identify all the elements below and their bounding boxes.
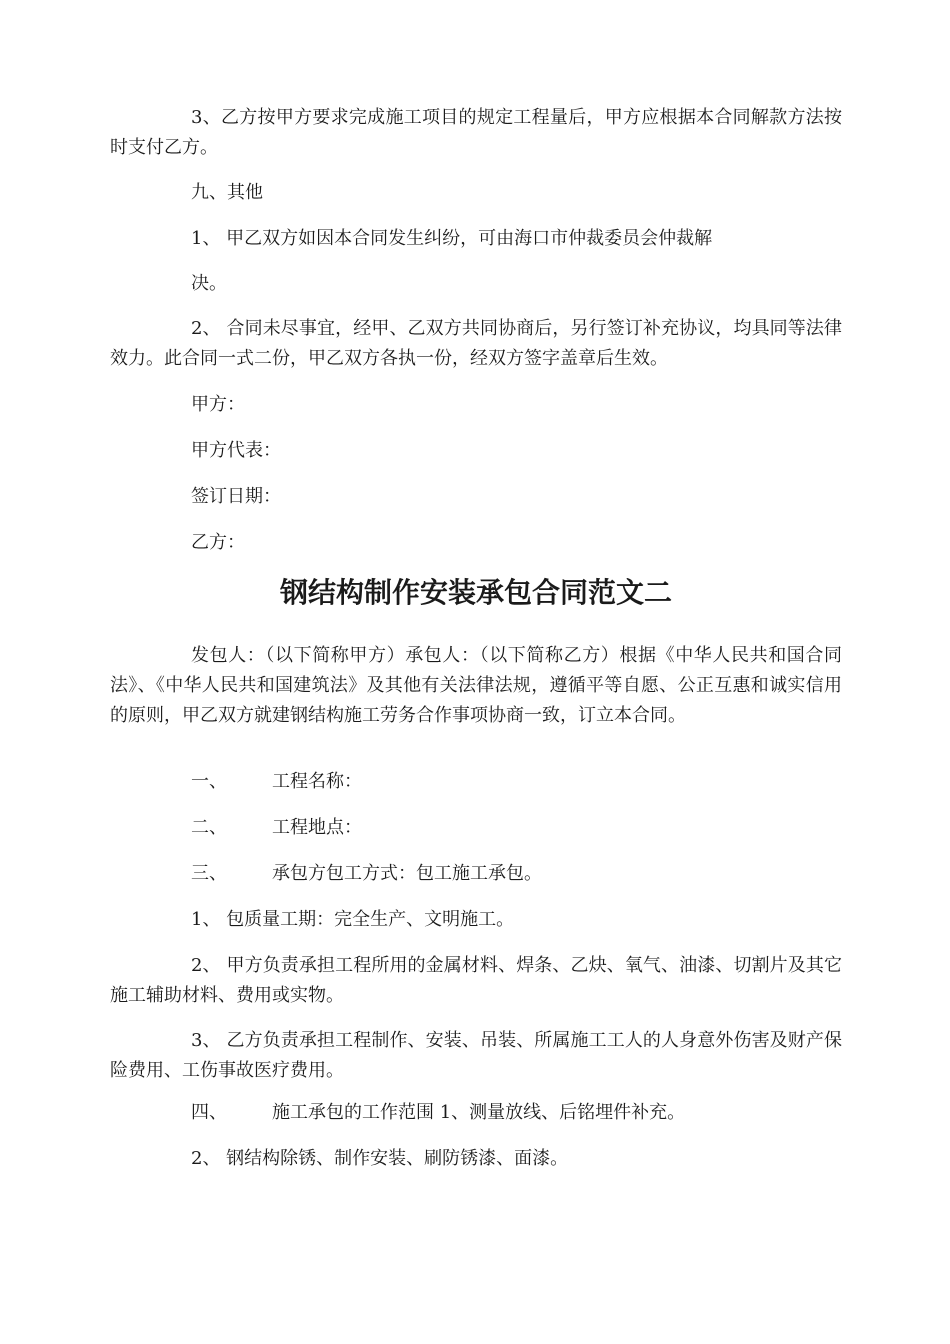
clause-text: 工程地点： xyxy=(272,817,362,838)
paragraph-supplement: 2、 合同未尽事宜，经甲、乙双方共同协商后，另行签订补充协议，均具同等法律效力。此合同一式二份，甲乙双方各执一份，经双方签字盖章后生效。 xyxy=(110,318,842,369)
clause-project-name xyxy=(191,767,362,797)
clause-number: 二、 xyxy=(191,817,227,838)
paragraph-party-a-materials: 2、 甲方负责承担工程所用的金属材料、焊条、乙炔、氧气、油漆、切割片及其它施工辅助材料、费用或实物。 xyxy=(110,955,842,1006)
clause-number: 三、 xyxy=(191,863,227,884)
label-party-a-rep: 甲方代表： xyxy=(191,440,281,461)
label-party-b: 乙方： xyxy=(191,532,245,553)
paragraph-rust-removal: 2、 钢结构除锈、制作安装、刷防锈漆、面漆。 xyxy=(191,1148,569,1169)
paragraph-payment: 3、乙方按甲方要求完成施工项目的规定工程量后，甲方应根据本合同解款方法按时支付乙方。 xyxy=(110,107,842,158)
document-title: 钢结构制作安装承包合同范文二 xyxy=(279,576,672,609)
paragraph-dispute: 1、 甲乙双方如因本合同发生纠纷，可由海口市仲裁委员会仲裁解 xyxy=(191,228,713,249)
label-party-a: 甲方： xyxy=(191,394,245,415)
clause-text: 承包方包工方式：包工施工承包。 xyxy=(272,863,542,884)
paragraph-quality: 1、 包质量工期：完全生产、文明施工。 xyxy=(191,909,515,930)
paragraph-intro: 发包人：（以下简称甲方）承包人：（以下简称乙方）根据《中华人民共和国合同法》、《中华人民共和国建筑法》及其他有关法律法规，遵循平等自愿、公正互惠和诚实信用的原则，甲乙双方就建钢结构施工劳务合作事项协商一致，订立本合同。 xyxy=(110,645,842,726)
paragraph-dispute-cont: 决。 xyxy=(191,273,227,294)
clause-text: 施工承包的工作范围 1、测量放线、后铭埋件补充。 xyxy=(272,1102,686,1123)
paragraph-party-b-costs: 3、 乙方负责承担工程制作、安装、吊装、所属施工工人的人身意外伤害及财产保险费用、工伤事故医疗费用。 xyxy=(110,1030,842,1081)
clause-contract-method xyxy=(191,859,542,889)
clause-project-location xyxy=(191,813,362,843)
heading-other: 九、其他 xyxy=(191,182,263,203)
clause-text: 工程名称： xyxy=(272,771,362,792)
clause-number: 四、 xyxy=(191,1102,227,1123)
label-sign-date: 签订日期： xyxy=(191,486,281,507)
clause-work-scope xyxy=(191,1098,685,1128)
clause-number: 一、 xyxy=(191,771,227,792)
